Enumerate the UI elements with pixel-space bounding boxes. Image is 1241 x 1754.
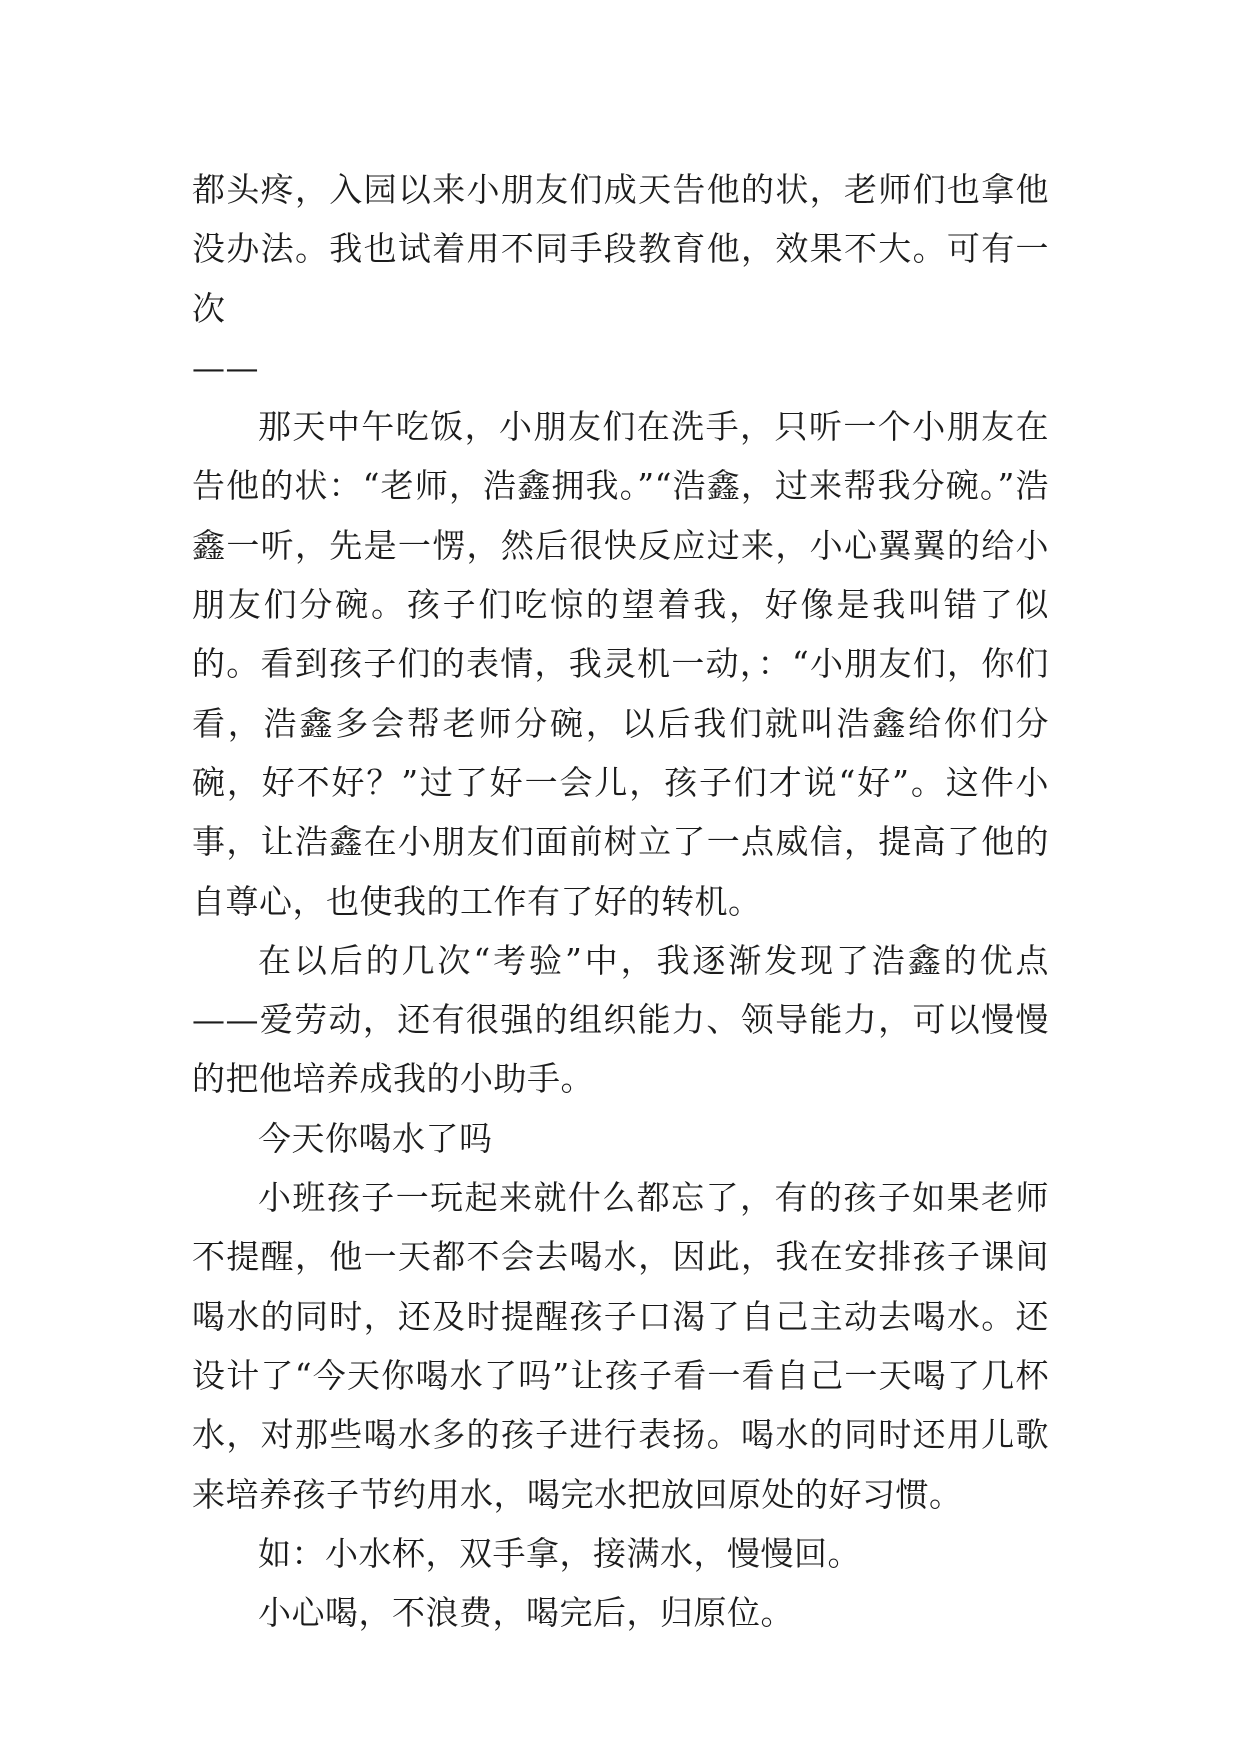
section-heading: 今天你喝水了吗 [258, 1118, 493, 1158]
rhyme-line-1: 如：小水杯，双手拿，接满水，慢慢回。 [258, 1533, 861, 1573]
rhyme-line-2: 小心喝，不浪费，喝完后，归原位。 [258, 1593, 794, 1633]
paragraph-3: 在以后的几次“考验”中，我逐渐发现了浩鑫的优点——爱劳动，还有很强的组织能力、领导能力，可以慢慢的把他培养成我的小助手。 [192, 940, 1049, 1099]
paragraph-2: 那天中午吃饭，小朋友们在洗手，只听一个小朋友在告他的状：“老师，浩鑫拥我。”“浩鑫，过来帮我分碗。”浩鑫一听，先是一愣，然后很快反应过来，小心翼翼的给小朋友们分碗。孩子们吃惊的望着我，好像是我叫错了似的。看到孩子们的表情，我灵机一动，：“小朋友们，你们看，浩鑫多会帮老师分碗，以后我们就叫浩鑫给你们分碗，好不好？”过了好一会儿，孩子们才说“好”。这件小事，让浩鑫在小朋友们面前树立了一点威信，提高了他的自尊心，也使我的工作有了好的转机。 [192, 407, 1049, 921]
paragraph-4: 小班孩子一玩起来就什么都忘了，有的孩子如果老师不提醒，他一天都不会去喝水，因此，我在安排孩子课间喝水的同时，还及时提醒孩子口渴了自己主动去喝水。还设计了“今天你喝水了吗”让孩子看一看自己一天喝了几杯水，对那些喝水多的孩子进行表扬。喝水的同时还用儿歌来培养孩子节约用水，喝完水把放回原处的好习惯。 [192, 1178, 1049, 1514]
paragraph-1: 都头疼，入园以来小朋友们成天告他的状，老师们也拿他没办法。我也试着用不同手段教育他，效果不大。可有一次 —— [192, 170, 1049, 387]
document-body [192, 160, 1049, 1642]
